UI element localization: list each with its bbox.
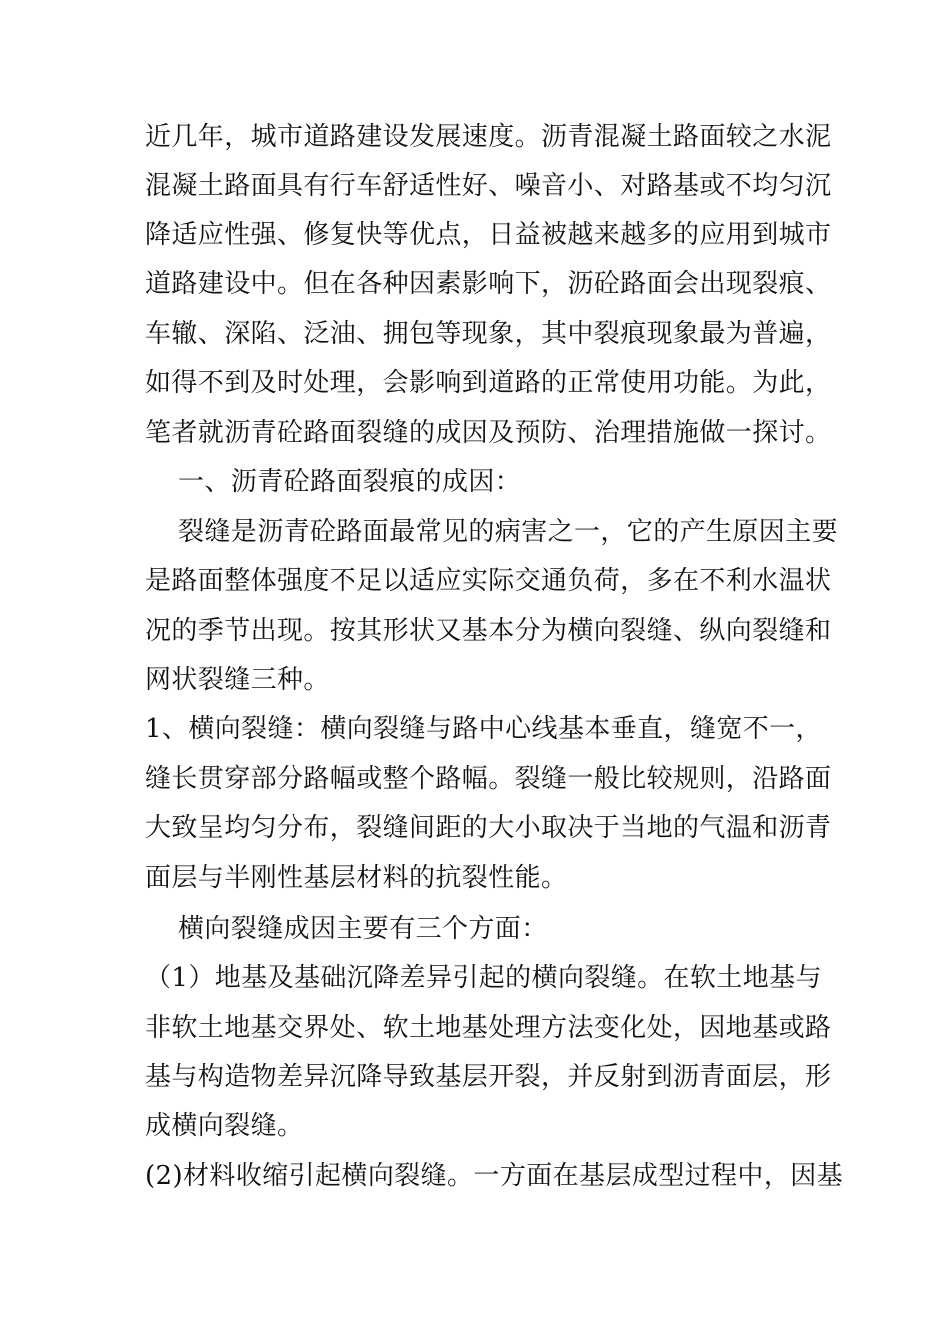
body-text-line: 缝长贯穿部分路幅或整个路幅。裂缝一般比较规则，沿路面 xyxy=(145,764,832,794)
body-text-line: 非软土地基交界处、软土地基处理方法变化处，因地基或路 xyxy=(145,1013,832,1043)
body-text-line: 是路面整体强度不足以适应实际交通负荷，多在不利水温状 xyxy=(145,566,832,596)
body-text-line: 降适应性强、修复快等优点，日益被越来越多的应用到城市 xyxy=(145,220,832,250)
list-item: （1）地基及基础沉降差异引起的横向裂缝。在软土地基与 xyxy=(145,963,822,993)
list-item: (2)材料收缩引起横向裂缝。一方面在基层成型过程中，因基 xyxy=(145,1161,844,1191)
body-text-line: 近几年，城市道路建设发展速度。沥青混凝土路面较之水泥 xyxy=(145,122,832,152)
body-text-line: 车辙、深陷、泛油、拥包等现象，其中裂痕现象最为普遍， xyxy=(145,319,832,349)
subsection-heading: 1、横向裂缝：横向裂缝与路中心线基本垂直，缝宽不一， xyxy=(145,714,822,744)
body-text-line: 基与构造物差异沉降导致基层开裂，并反射到沥青面层，形 xyxy=(145,1062,832,1092)
body-text-line: 网状裂缝三种。 xyxy=(145,665,330,695)
body-text-line: 横向裂缝成因主要有三个方面： xyxy=(178,914,548,944)
body-text-line: 况的季节出现。按其形状又基本分为横向裂缝、纵向裂缝和 xyxy=(145,616,832,646)
body-text-line: 面层与半刚性基层材料的抗裂性能。 xyxy=(145,863,568,893)
body-text-line: 道路建设中。但在各种因素影响下，沥砼路面会出现裂痕、 xyxy=(145,269,832,299)
body-text-line: 裂缝是沥青砼路面最常见的病害之一，它的产生原因主要 xyxy=(178,517,839,547)
body-text-line: 成横向裂缝。 xyxy=(145,1111,304,1141)
body-text-line: 混凝土路面具有行车舒适性好、噪音小、对路基或不均匀沉 xyxy=(145,171,832,201)
body-text-line: 如得不到及时处理，会影响到道路的正常使用功能。为此， xyxy=(145,368,832,398)
body-text-line: 大致呈均匀分布，裂缝间距的大小取决于当地的气温和沥青 xyxy=(145,813,832,843)
body-text-line: 笔者就沥青砼路面裂缝的成因及预防、治理措施做一探讨。 xyxy=(145,418,832,448)
section-heading: 一、沥青砼路面裂痕的成因： xyxy=(178,467,522,497)
